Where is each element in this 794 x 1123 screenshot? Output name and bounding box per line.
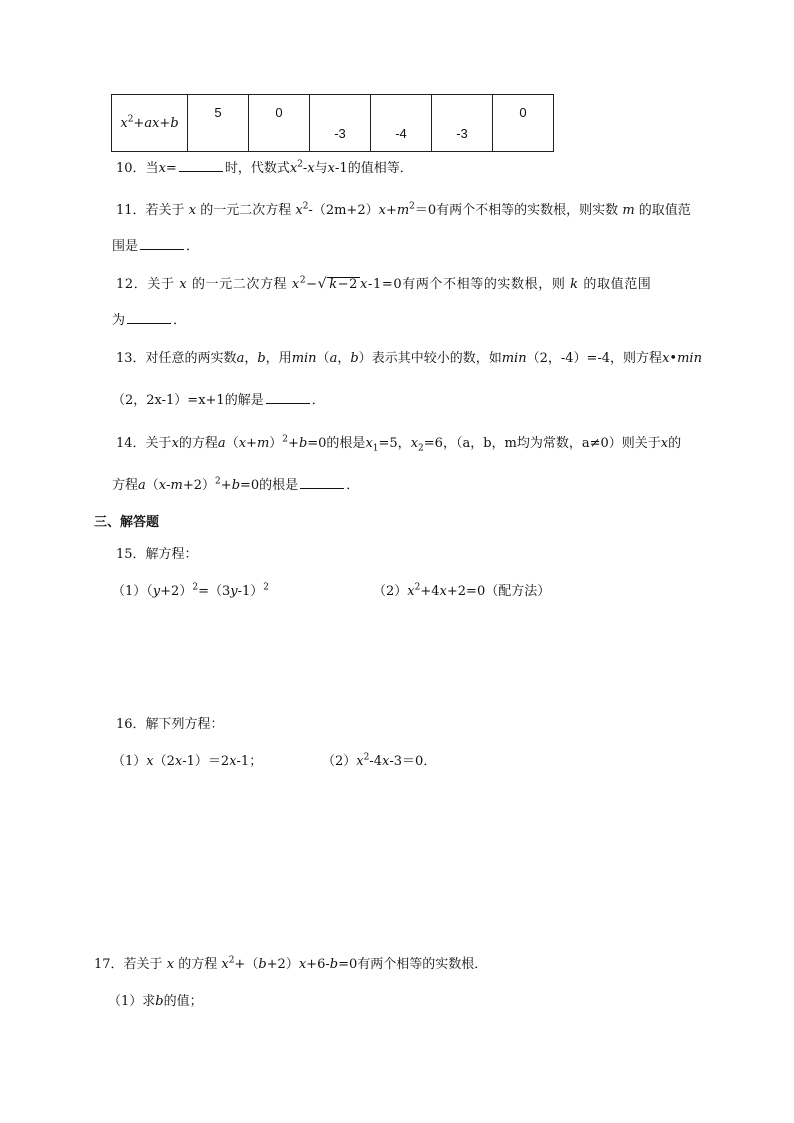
radicand: k−2 [329, 277, 359, 292]
question-13: 13．对任意的两实数a，b，用min（a，b）表示其中较小的数，如min（2，-4）=-4，则方程x•min [116, 351, 702, 366]
table-cell: -3 [310, 95, 371, 152]
question-15-title: 15．解方程： [116, 547, 198, 562]
table-cell: -3 [432, 95, 493, 152]
question-15-part1: $(1)(y+2)^2=(3y-1)^2$ [112, 582, 269, 599]
question-10: 10．当x= 时，代数式$x^2-x$与x-1的值相等． [116, 159, 413, 176]
table-cell: 5 [188, 95, 249, 152]
table-cell: -4 [371, 95, 432, 152]
table-row [112, 95, 554, 152]
question-14-line2: 方程$a(x-m+2)^2+b=0$的根是 ． [112, 476, 360, 493]
question-11-line2: 围是 ． [112, 239, 200, 254]
question-17: 17．若关于 x 的方程 $x^2+(b+2)x+6-b=0$有两个相等的实数根． [94, 955, 488, 972]
answer-blank [266, 392, 310, 404]
table-head-cell: $x^2+ax+b$ [112, 95, 188, 152]
radical-sign: √ [317, 276, 328, 292]
answer-blank [300, 477, 344, 489]
question-14: 14．关于x的方程$a(x+m)^2+b=0$的根是$x_1=5$，$x_2=6$，（a，b，m均为常数，a≠0）则关于x的 [116, 434, 682, 454]
answer-blank [179, 160, 223, 172]
question-16-title: 16．解下列方程： [116, 717, 224, 732]
question-17-part1: （1）求b的值； [108, 994, 203, 1009]
table-cell: 0 [493, 95, 554, 152]
table-cell: 0 [249, 95, 310, 152]
value-table [111, 94, 554, 152]
question-16-part1: （1）x（2x-1）＝2x-1； [112, 754, 263, 769]
answer-blank [140, 238, 184, 250]
question-12-line2: 为 ． [112, 313, 187, 328]
question-16-part2: $(2)x^2-4x-3=0$． [322, 752, 437, 769]
section-heading: 三、解答题 [94, 515, 160, 530]
question-15-part2: $(2)x^2+4x+2=0$（配方法） [373, 582, 551, 599]
question-13-line2: （2，2x-1）=x+1的解是 ． [112, 393, 325, 408]
question-12: 12．关于 x 的一元二次方程 $x^2-√$ k−2 x-1=0有两个不相等的实数根，则 k 的取值范围 [116, 275, 652, 292]
question-11: 11．若关于 x 的一元二次方程 $x^2-(2m+2)x+m^2=0$有两个不相等的实数根，则实数 m 的取值范 [116, 201, 691, 218]
answer-blank [127, 312, 171, 324]
